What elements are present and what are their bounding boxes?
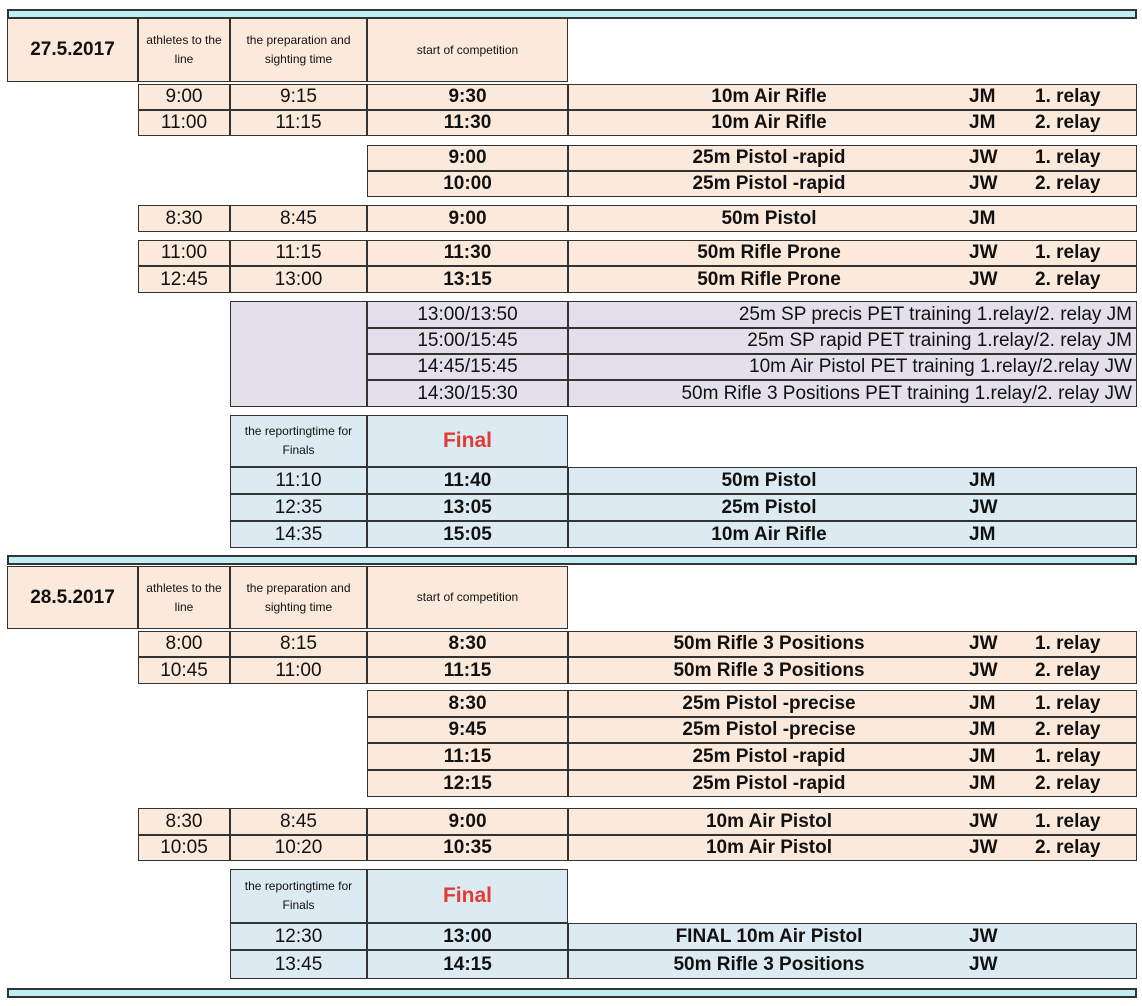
- preparation-time: 10:20: [230, 835, 367, 861]
- relay: 1. relay: [1035, 86, 1101, 107]
- bottom-divider-bar: [7, 988, 1137, 998]
- start-time: 10:35: [367, 835, 568, 861]
- relay: 2. relay: [1035, 837, 1101, 858]
- event-name: 25m Pistol -rapid: [692, 772, 846, 794]
- event-name: 50m Rifle Prone: [697, 268, 841, 290]
- event-cell: [568, 205, 1137, 232]
- event-name: 25m Pistol -rapid: [692, 745, 846, 767]
- event-name: 10m Air Rifle: [711, 523, 827, 545]
- relay: 2. relay: [1035, 268, 1101, 290]
- category: JM: [969, 692, 996, 714]
- preparation-time: 9:15: [230, 84, 367, 110]
- category: JM: [969, 719, 996, 740]
- start-time: 11:15: [367, 743, 568, 770]
- start-time: 11:30: [367, 110, 568, 136]
- start-time: 11:30: [367, 240, 568, 266]
- event-name: 25m Pistol -rapid: [692, 173, 846, 194]
- event-cell: [568, 110, 1137, 136]
- event-cell: [568, 494, 1137, 521]
- relay: 2. relay: [1035, 772, 1101, 794]
- event-name: 10m Air Pistol: [705, 810, 832, 832]
- day-date: 27.5.2017: [7, 18, 138, 82]
- event-cell: [568, 631, 1137, 657]
- event-cell: [568, 521, 1137, 548]
- final-report-time: 12:30: [230, 923, 367, 950]
- event-cell: [568, 835, 1137, 861]
- final-start-time: 13:00: [367, 923, 568, 950]
- final-label: Final: [367, 869, 568, 923]
- header-preparation: the preparation and sighting time: [230, 18, 367, 82]
- start-time: 9:00: [367, 205, 568, 232]
- athletes-time: 9:00: [138, 84, 230, 110]
- event-cell: [568, 657, 1137, 684]
- event-cell: [568, 84, 1137, 110]
- event-cell: [568, 923, 1137, 950]
- start-time: 9:45: [367, 717, 568, 743]
- day-date: 28.5.2017: [7, 566, 138, 629]
- start-time: 9:00: [367, 145, 568, 171]
- category: JW: [969, 953, 998, 975]
- athletes-time: 10:05: [138, 835, 230, 861]
- category: JM: [969, 523, 996, 545]
- event-name: 50m Rifle Prone: [697, 242, 841, 263]
- final-start-time: 14:15: [367, 950, 568, 979]
- category: JW: [969, 925, 998, 947]
- relay: 1. relay: [1035, 692, 1101, 714]
- relay: 1. relay: [1035, 810, 1101, 832]
- event-cell: [568, 240, 1137, 266]
- athletes-time: 8:30: [138, 808, 230, 835]
- event-name: 50m Rifle 3 Positions: [673, 659, 865, 681]
- final-label: Final: [367, 415, 568, 467]
- event-cell: [568, 808, 1137, 835]
- event-name: 50m Pistol: [721, 207, 817, 229]
- pet-blank: [230, 301, 367, 407]
- day-divider-bar: [7, 555, 1137, 565]
- event-name: 10m Air Rifle: [711, 86, 827, 107]
- final-start-time: 11:40: [367, 467, 568, 494]
- pet-time: 13:00/13:50: [367, 301, 568, 328]
- final-start-time: 13:05: [367, 494, 568, 521]
- event-name: FINAL 10m Air Pistol: [675, 925, 863, 947]
- relay: 1. relay: [1035, 242, 1101, 263]
- event-name: 10m Air Rifle: [711, 112, 827, 133]
- event-name: 25m Pistol -precise: [682, 719, 856, 740]
- event-name: 25m Pistol -precise: [682, 692, 856, 714]
- start-time: 9:30: [367, 84, 568, 110]
- event-cell: [568, 743, 1137, 770]
- athletes-time: 8:00: [138, 631, 230, 657]
- start-time: 12:15: [367, 770, 568, 797]
- event-name: 25m Pistol: [721, 496, 817, 518]
- start-time: 10:00: [367, 171, 568, 197]
- relay: 1. relay: [1035, 147, 1101, 168]
- header-preparation: the preparation and sighting time: [230, 566, 367, 629]
- relay: 1. relay: [1035, 633, 1101, 654]
- start-time: 8:30: [367, 690, 568, 717]
- category: JW: [969, 810, 998, 832]
- event-cell: [568, 690, 1137, 717]
- event-cell: [568, 266, 1137, 293]
- start-time: 8:30: [367, 631, 568, 657]
- finals-reporting-header: the reportingtime for Finals: [230, 869, 367, 923]
- preparation-time: 11:00: [230, 657, 367, 684]
- category: JM: [969, 207, 996, 229]
- category: JW: [969, 496, 998, 518]
- finals-reporting-header: the reportingtime for Finals: [230, 415, 367, 467]
- pet-time: 14:30/15:30: [367, 380, 568, 407]
- event-name: 50m Pistol: [721, 469, 817, 491]
- relay: 2. relay: [1035, 659, 1101, 681]
- relay: 2. relay: [1035, 173, 1101, 194]
- event-name: 50m Rifle 3 Positions: [673, 953, 865, 975]
- relay: 2. relay: [1035, 112, 1101, 133]
- header-start: start of competition: [367, 18, 568, 82]
- category: JM: [969, 469, 996, 491]
- event-cell: [568, 770, 1137, 797]
- event-cell: [568, 145, 1137, 171]
- event-name: 10m Air Pistol: [705, 837, 832, 858]
- category: JW: [969, 173, 998, 194]
- athletes-time: 11:00: [138, 240, 230, 266]
- athletes-time: 12:45: [138, 266, 230, 293]
- category: JW: [969, 147, 998, 168]
- header-athletes: athletes to the line: [138, 566, 230, 629]
- final-report-time: 13:45: [230, 950, 367, 979]
- athletes-time: 11:00: [138, 110, 230, 136]
- header-athletes: athletes to the line: [138, 18, 230, 82]
- preparation-time: 11:15: [230, 240, 367, 266]
- start-time: 9:00: [367, 808, 568, 835]
- category: JM: [969, 772, 996, 794]
- pet-time: 14:45/15:45: [367, 354, 568, 380]
- pet-training: 50m Rifle 3 Positions PET training 1.relay/2. relay JW: [568, 380, 1137, 407]
- event-cell: [568, 717, 1137, 743]
- header-start: start of competition: [367, 566, 568, 629]
- final-report-time: 12:35: [230, 494, 367, 521]
- category: JW: [969, 242, 998, 263]
- event-cell: [568, 171, 1137, 197]
- preparation-time: 8:15: [230, 631, 367, 657]
- athletes-time: 10:45: [138, 657, 230, 684]
- preparation-time: 8:45: [230, 205, 367, 232]
- event-cell: [568, 950, 1137, 979]
- preparation-time: 11:15: [230, 110, 367, 136]
- final-report-time: 14:35: [230, 521, 367, 548]
- event-name: 25m Pistol -rapid: [692, 147, 846, 168]
- relay: 2. relay: [1035, 719, 1101, 740]
- pet-training: 25m SP rapid PET training 1.relay/2. relay JM: [568, 328, 1137, 354]
- event-cell: [568, 467, 1137, 494]
- event-name: 50m Rifle 3 Positions: [673, 633, 865, 654]
- preparation-time: 13:00: [230, 266, 367, 293]
- start-time: 13:15: [367, 266, 568, 293]
- category: JW: [969, 268, 998, 290]
- start-time: 11:15: [367, 657, 568, 684]
- category: JW: [969, 659, 998, 681]
- category: JM: [969, 86, 996, 107]
- relay: 1. relay: [1035, 745, 1101, 767]
- category: JM: [969, 112, 996, 133]
- category: JM: [969, 745, 996, 767]
- pet-training: 10m Air Pistol PET training 1.relay/2.relay JW: [568, 354, 1137, 380]
- preparation-time: 8:45: [230, 808, 367, 835]
- final-report-time: 11:10: [230, 467, 367, 494]
- pet-time: 15:00/15:45: [367, 328, 568, 354]
- pet-training: 25m SP precis PET training 1.relay/2. relay JM: [568, 301, 1137, 328]
- category: JW: [969, 633, 998, 654]
- category: JW: [969, 837, 998, 858]
- final-start-time: 15:05: [367, 521, 568, 548]
- athletes-time: 8:30: [138, 205, 230, 232]
